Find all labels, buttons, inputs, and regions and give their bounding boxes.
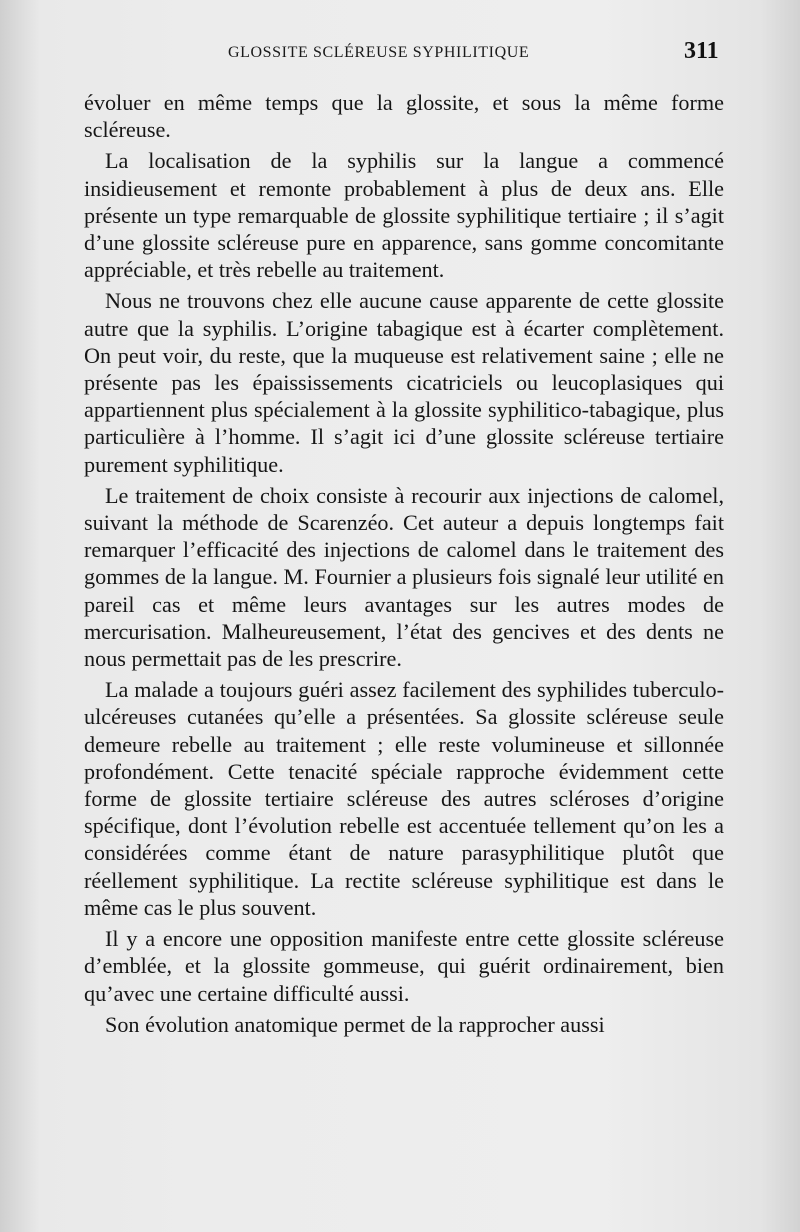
page-number: 311 xyxy=(684,38,719,64)
paragraph-opposition: Il y a encore une opposition manifeste entre cette glossite scléreuse d’emblée, et la glossite gommeuse, qui guérit ordinairement, bien qu’avec une certaine difficulté aussi. xyxy=(84,926,724,1006)
paragraph-evolution-anatomique: Son évolution anatomique permet de la rapprocher aussi xyxy=(105,1011,605,1037)
paragraph-continued: évoluer en même temps que la glossite, et sous la même forme scléreuse. xyxy=(84,90,724,143)
page-header xyxy=(0,40,800,80)
paragraph-cause: Nous ne trouvons chez elle aucune cause apparente de cette glossite autre que la syphilis. L’origine tabagique est à écarter complètement. On peut voir, du reste, que la muqueuse est relativement saine ; elle ne présente pas les épaississements cicatriciels ou leucoplasiques qui appartiennent plus spécialement à la glossite syphilitico-tabagique, plus particulière à l’homme. Il s’agit ici d’une glossite scléreuse tertiaire purement syphilitique. xyxy=(84,288,724,477)
running-title: GLOSSITE SCLÉREUSE SYPHILITIQUE xyxy=(228,44,530,61)
paragraph-evolution-malade: La malade a toujours guéri assez facilement des syphilides tuberculo-ulcéreuses cutanées qu’elle a présentées. Sa glossite scléreuse seule demeure rebelle au traitement ; elle reste volumineuse et sillonnée profondément. Cette tenacité spéciale rapproche évidemment cette forme de glossite tertiaire scléreuse des autres scléroses d’origine spécifique, dont l’évolution rebelle est accentuée tellement qu’on les a considérées comme étant de nature parasyphilitique plutôt que réellement syphilitique. La rectite scléreuse syphilitique est dans le même cas le plus souvent. xyxy=(84,677,724,920)
paragraph-localisation: La localisation de la syphilis sur la langue a commencé insidieusement et remonte probablement à plus de deux ans. Elle présente un type remarquable de glossite syphilitique tertiaire ; il s’agit d’une glossite scléreuse pure en apparence, sans gomme concomitante appréciable, et très rebelle au traitement. xyxy=(84,148,724,283)
body-text xyxy=(84,89,724,1042)
paragraph-traitement: Le traitement de choix consiste à recourir aux injections de calomel, suivant la méthode de Scarenzéo. Cet auteur a depuis longtemps fait remarquer l’efficacité des injections de calomel dans le traitement des gommes de la langue. M. Fournier a plusieurs fois signalé leur utilité en pareil cas et même leurs avantages sur les autres modes de mercurisation. Malheureusement, l’état des gencives et des dents ne nous permettait pas de les prescrire. xyxy=(84,482,724,672)
